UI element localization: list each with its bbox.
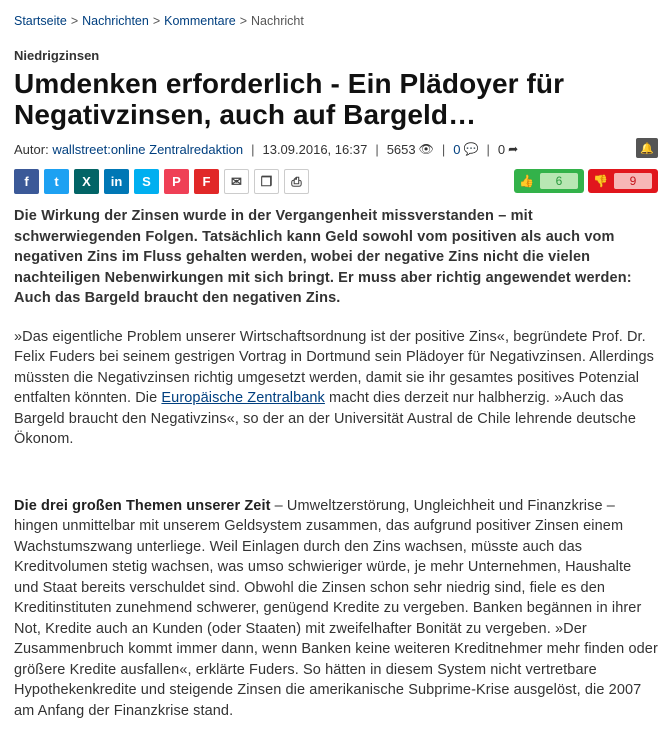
breadcrumb-nachrichten[interactable]: Nachrichten [82, 14, 149, 28]
skype-icon[interactable]: S [134, 169, 159, 194]
article-datetime: 13.09.2016, 16:37 [262, 141, 368, 157]
ezb-link[interactable]: Europäische Zentralbank [161, 390, 325, 406]
view-count: 5653 [386, 141, 416, 157]
upvote-count: 6 [540, 173, 578, 189]
flipboard-icon[interactable]: F [194, 169, 219, 194]
breadcrumb-separator: > [239, 14, 248, 28]
linkedin-icon[interactable]: in [104, 169, 129, 194]
meta-divider: | [486, 141, 490, 157]
share-buttons [14, 169, 314, 194]
article-meta [14, 140, 658, 158]
paragraph-text: macht dies derzeit nur halbherzig. »Auch das Bargeld braucht den Negativzins«, so der an der Universität Austral de Chile lehrende deutsche Ökonom. [14, 390, 636, 447]
share-count: 0 [497, 141, 506, 157]
author-label: Autor: [14, 141, 49, 157]
article-paragraph-1 [14, 327, 658, 450]
share-toolbar [14, 169, 658, 194]
share-arrow-icon: ➦ [508, 142, 519, 156]
xing-icon[interactable]: X [74, 169, 99, 194]
print-icon[interactable]: ⎙ [284, 169, 309, 194]
meta-divider: | [441, 141, 446, 157]
article-lead: Die Wirkung der Zinsen wurde in der Vergangenheit missverstanden – mit schwerwiegenden Folgen. Tatsächlich kann Geld sowohl vom positiven als auch vom negativen Zins im Fluss gehalten werden, wobei der negative Zins nicht die vielen nachteiligen Nebenwirkungen mit sich bringt. Er muss aber richtig angewendet werden: Auch das Bargeld braucht den negativen Zins. [14, 208, 632, 306]
copy-icon[interactable]: ❐ [254, 169, 279, 194]
upvote-button[interactable] [514, 169, 584, 193]
breadcrumb-separator: > [70, 14, 79, 28]
paragraph-text: – Umweltzerstörung, Ungleichheit und Finanzkrise – hingen unmittelbar mit unserem Geldsystem zusammen, das aufgrund positiver Zinsen einem Wachstumszwang unterliege. Weil Einlagen durch den Zins wachsen, müsste auch das Kreditvolumen stetig wachsen, was umso schwieriger würde, je mehr Unternehmen, Haushalte und Staat bereits verschuldet sind. Obwohl die Zinsen schon sehr niedrig sind, fiele es den Kreditinstituten zunehmend schwerer, genügend Kredite zu vergeben. Banken begännen in ihrer Not, Kredite auch an Kunden (oder Staaten) mit zweifelhafter Bonität zu vergeben. »Der Zusammenbruch kommt immer dann, wenn Banken keine weiteren Kreditnehmer mehr finden oder größere Kredite ausfallen«, erklärte Fuders. So hätten in diesem System nicht vertretbare Hypothekenkredite und steigende Zinsen die amerikanische Subprime-Krise ausgelöst, die 2007 am Anfang der Finanzkrise stand. [14, 497, 658, 719]
thumbs-up-icon: 👍 [519, 174, 534, 188]
thumbs-down-icon: 👎 [593, 174, 608, 188]
breadcrumb [14, 0, 658, 34]
article-title: Umdenken erforderlich - Ein Plädoyer für Negativzinsen, auch auf Bargeld… [14, 68, 565, 130]
paragraph-heading: Die drei großen Themen unserer Zeit [14, 497, 271, 514]
article-kicker: Niedrigzinsen [14, 48, 100, 63]
meta-divider: | [251, 141, 255, 157]
spacer [14, 450, 658, 496]
article-paragraph-2 [14, 496, 658, 722]
email-icon[interactable]: ✉ [224, 169, 249, 194]
comment-count[interactable]: 0 [453, 141, 461, 157]
downvote-count: 9 [614, 173, 652, 189]
meta-divider: | [375, 141, 379, 157]
breadcrumb-current: Nachricht [251, 14, 304, 28]
breadcrumb-separator: > [152, 14, 161, 28]
bell-icon[interactable]: 🔔 [636, 138, 658, 158]
eye-icon: 👁 [418, 142, 434, 156]
comment-icon: 💬 [463, 142, 479, 156]
paragraph-text: »Das eigentliche Problem unserer Wirtschaftsordnung ist der positive Zins«, begründete Prof. Dr. Felix Fuders bei seinem gestrigen Vortrag in Dortmund sein Plädoyer für Negativzinsen. Allerdings müssten die Negativzinsen richtig umgesetzt werden, damit sie ihr gesamtes positives Potenzial entfalten könnten. Die [14, 328, 654, 406]
facebook-icon[interactable]: f [14, 169, 39, 194]
breadcrumb-home[interactable]: Startseite [14, 14, 67, 28]
twitter-icon[interactable]: t [44, 169, 69, 194]
author-link[interactable]: wallstreet:online Zentralredaktion [52, 141, 244, 157]
downvote-button[interactable] [588, 169, 658, 193]
breadcrumb-kommentare[interactable]: Kommentare [164, 14, 236, 28]
pocket-icon[interactable]: P [164, 169, 189, 194]
